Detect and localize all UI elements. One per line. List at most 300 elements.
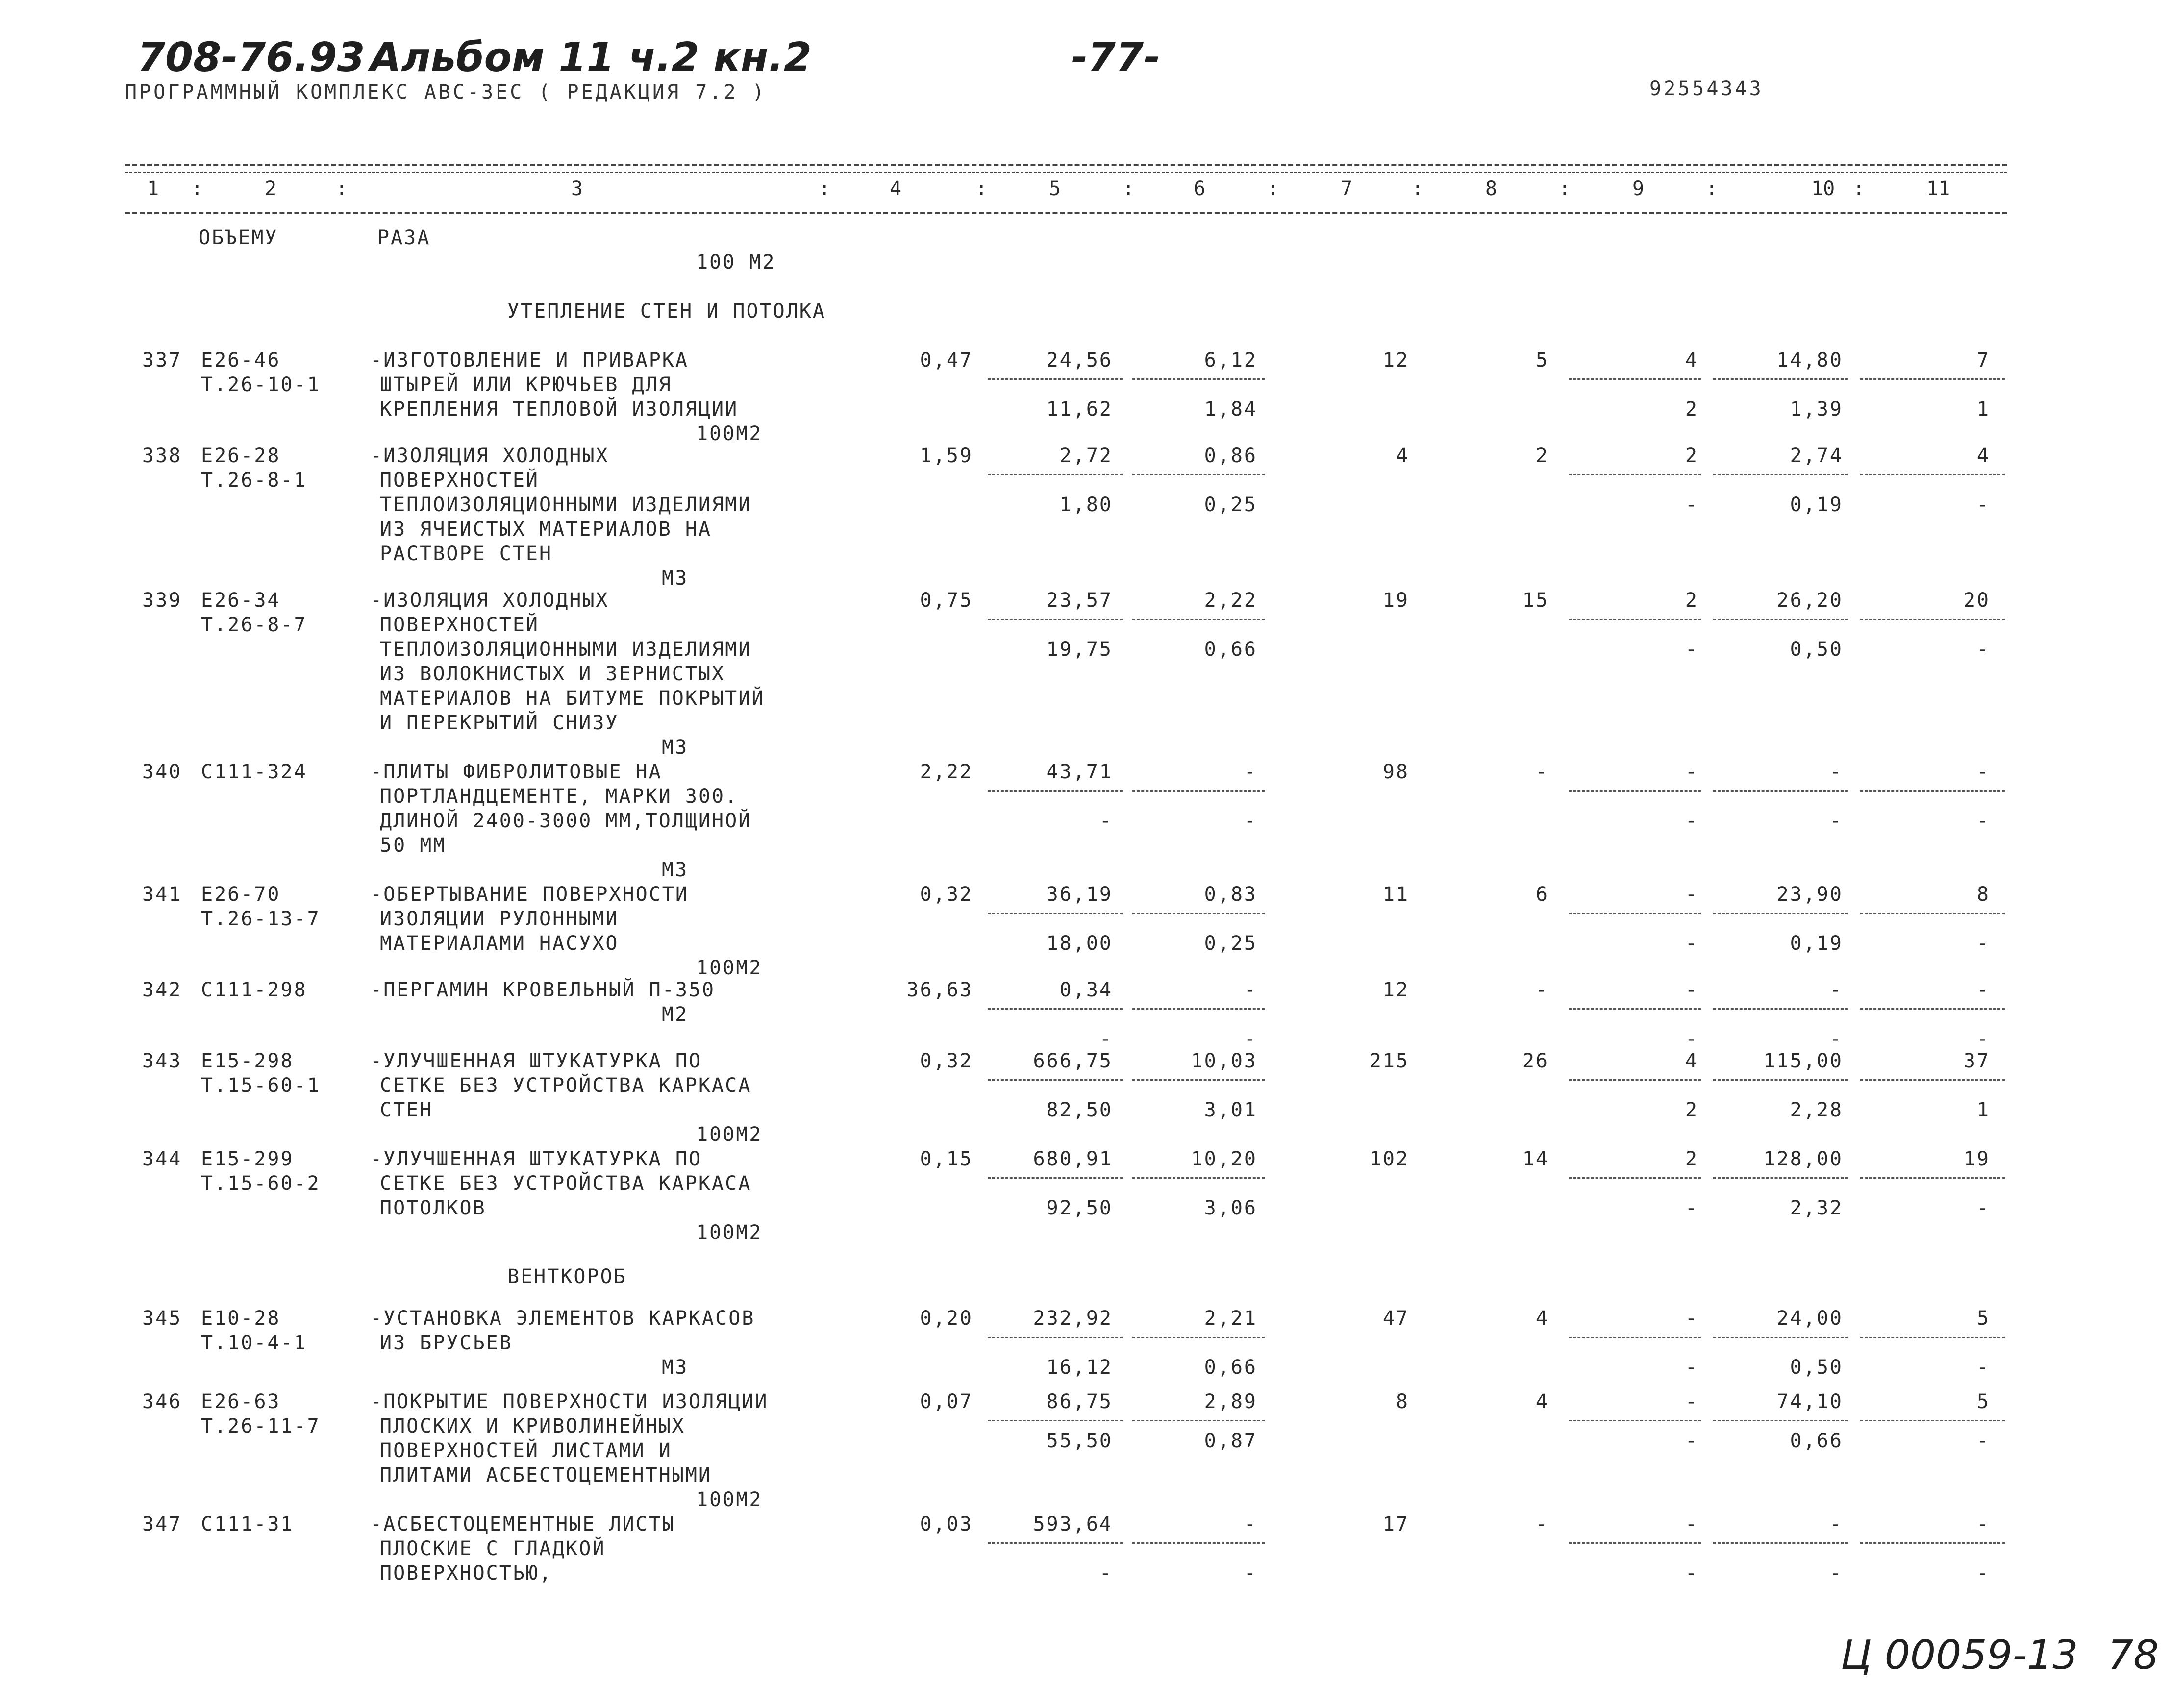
column-header-1: 1 [147,177,159,200]
work-description: ПОВЕРХНОСТЕЙ [380,469,539,492]
value-c10b: 0,50 [1790,1356,1843,1379]
value-c11: 20 [1963,589,1990,612]
work-description: СЕТКЕ БЕЗ УСТРОЙСТВА КАРКАСА [380,1172,752,1195]
column-header-8: 8 [1485,177,1497,200]
document-code: 92554343 [1649,77,1764,100]
rate-code: Е26-70 [201,883,281,906]
value-c9b: - [1685,1028,1698,1050]
fraction-line [1132,474,1265,475]
work-description: ПЛИТАМИ АСБЕСТОЦЕМЕНТНЫМИ [380,1464,712,1486]
value-c6: - [1244,1513,1257,1535]
rate-subcode: Т.26-13-7 [201,908,321,930]
value-c9: - [1685,1513,1698,1535]
value-c5b: 92,50 [1046,1197,1113,1219]
value-c4: 0,07 [920,1390,973,1413]
work-description: -ИЗОЛЯЦИЯ ХОЛОДНЫХ [370,445,609,467]
column-separator: : [191,177,203,200]
fraction-line [1132,1079,1265,1081]
section-title: ВЕНТКОРОБ [507,1265,627,1288]
column-separator: : [1267,177,1279,200]
value-c4: 0,75 [920,589,973,612]
page-number: -77- [1071,34,1161,81]
value-c10: - [1829,761,1843,783]
work-description: -ПЕРГАМИН КРОВЕЛЬНЫЙ П-350 [370,979,716,1001]
fraction-line [1860,378,2005,380]
value-c9: 2 [1685,445,1698,467]
value-c5: 36,19 [1046,883,1113,906]
value-c5b: 82,50 [1046,1099,1113,1121]
fraction-line [1713,1008,1848,1010]
fraction-line [988,1337,1123,1338]
carry-over-col2: ОБЪЕМУ [199,226,278,249]
rate-subcode: Т.26-8-1 [201,469,307,492]
column-separator: : [975,177,988,200]
fraction-line [1132,1542,1265,1544]
column-header-3: 3 [571,177,583,200]
work-description: ПОРТЛАНДЦЕМЕНТЕ, МАРКИ 300. [380,785,739,808]
fraction-line [1713,913,1848,914]
value-c9: 4 [1685,349,1698,371]
value-c5: 2,72 [1059,445,1113,467]
unit-of-measure: М3 [662,1356,689,1379]
value-c6: 2,21 [1204,1307,1257,1330]
fraction-line [988,1542,1123,1544]
value-c7: 12 [1382,349,1409,371]
fraction-line [1132,1420,1265,1421]
value-c10: 115,00 [1763,1050,1843,1072]
value-c11: 37 [1963,1050,1990,1072]
row-number: 338 [142,445,182,467]
fraction-line [988,790,1123,792]
work-description: СЕТКЕ БЕЗ УСТРОЙСТВА КАРКАСА [380,1074,752,1097]
value-c8: - [1535,979,1549,1001]
unit-of-measure: 100М2 [696,1221,763,1244]
value-c5: 593,64 [1033,1513,1113,1535]
value-c5b: 1,80 [1059,494,1113,516]
fraction-line [988,1420,1123,1421]
value-c10: 23,90 [1776,883,1843,906]
fraction-line [1713,1337,1848,1338]
value-c10: 128,00 [1763,1148,1843,1170]
album-label: Альбом 11 ч.2 кн.2 [370,34,812,81]
value-c6: 10,20 [1191,1148,1257,1170]
rate-code: С111-31 [201,1513,294,1535]
work-description: КРЕПЛЕНИЯ ТЕПЛОВОЙ ИЗОЛЯЦИИ [380,398,739,421]
work-description: -ОБЕРТЫВАНИЕ ПОВЕРХНОСТИ [370,883,689,906]
value-c6: - [1244,979,1257,1001]
unit-of-measure: М2 [662,1003,689,1026]
rate-subcode: Т.26-10-1 [201,373,321,396]
fraction-line [1860,1079,2005,1081]
value-c5: 43,71 [1046,761,1113,783]
value-c5: 232,92 [1033,1307,1113,1330]
value-c4: 36,63 [906,979,973,1001]
value-c11b: - [1976,494,1990,516]
value-c11: 5 [1976,1390,1990,1413]
fraction-line [1569,1542,1701,1544]
value-c8: 26 [1522,1050,1549,1072]
value-c9: - [1685,1307,1698,1330]
value-c11: 8 [1976,883,1990,906]
row-number: 346 [142,1390,182,1413]
value-c9b: - [1685,1430,1698,1452]
work-description: ПОВЕРХНОСТЬЮ, [380,1562,553,1584]
value-c6b: 0,66 [1204,638,1257,661]
value-c5: 23,57 [1046,589,1113,612]
value-c10: 2,74 [1790,445,1843,467]
carry-over-col3: РАЗА [377,226,431,249]
unit-of-measure: 100М2 [696,957,763,979]
header-rule-top-2 [125,172,2007,173]
value-c9b: - [1685,1197,1698,1219]
column-separator: : [1123,177,1135,200]
value-c4: 0,15 [920,1148,973,1170]
fraction-line [1132,1337,1265,1338]
value-c11b: - [1976,810,1990,832]
value-c6b: - [1244,810,1257,832]
value-c5: 680,91 [1033,1148,1113,1170]
value-c11b: - [1976,1430,1990,1452]
row-number: 347 [142,1513,182,1535]
value-c6: 6,12 [1204,349,1257,371]
value-c6b: 3,06 [1204,1197,1257,1219]
rate-subcode: Т.15-60-2 [201,1172,321,1195]
fraction-line [1860,790,2005,792]
work-description: ПОВЕРХНОСТЕЙ ЛИСТАМИ И [380,1439,672,1462]
fraction-line [988,1008,1123,1010]
value-c8: 15 [1522,589,1549,612]
fraction-line [1132,913,1265,914]
fraction-line [1569,1337,1701,1338]
value-c10: - [1829,979,1843,1001]
fraction-line [1713,1542,1848,1544]
value-c10b: - [1829,1028,1843,1050]
value-c4: 0,32 [920,883,973,906]
value-c6b: - [1244,1028,1257,1050]
stamp: Ц 00059-13 [1841,1632,2078,1679]
value-c11b: - [1976,638,1990,661]
value-c9b: - [1685,1356,1698,1379]
fraction-line [1569,1008,1701,1010]
fraction-line [1569,913,1701,914]
fraction-line [1569,1420,1701,1421]
value-c6b: 0,66 [1204,1356,1257,1379]
fraction-line [1132,1177,1265,1179]
value-c10b: 2,28 [1790,1099,1843,1121]
work-description: ПОВЕРХНОСТЕЙ [380,614,539,636]
value-c6b: 3,01 [1204,1099,1257,1121]
work-description: ТЕПЛОИЗОЛЯЦИОННЫМИ ИЗДЕЛИЯМИ [380,638,752,661]
value-c11: 4 [1976,445,1990,467]
value-c6: 2,22 [1204,589,1257,612]
value-c11b: - [1976,1028,1990,1050]
value-c10: - [1829,1513,1843,1535]
work-description: -ПОКРЫТИЕ ПОВЕРХНОСТИ ИЗОЛЯЦИИ [370,1390,769,1413]
value-c9b: - [1685,810,1698,832]
column-separator: : [336,177,348,200]
value-c5: 666,75 [1033,1050,1113,1072]
value-c10: 14,80 [1776,349,1843,371]
value-c8: 14 [1522,1148,1549,1170]
work-description: СТЕН [380,1099,433,1121]
value-c5b: 11,62 [1046,398,1113,421]
row-number: 343 [142,1050,182,1072]
value-c5b: 19,75 [1046,638,1113,661]
value-c7: 12 [1382,979,1409,1001]
value-c6: 2,89 [1204,1390,1257,1413]
work-description: ИЗОЛЯЦИИ РУЛОННЫМИ [380,908,619,930]
value-c6: 10,03 [1191,1050,1257,1072]
value-c5b: - [1099,1562,1113,1584]
value-c6b: - [1244,1562,1257,1584]
work-description: ПЛОСКИЕ С ГЛАДКОЙ [380,1537,606,1560]
work-description: ИЗ ЯЧЕИСТЫХ МАТЕРИАЛОВ НА [380,518,712,541]
value-c11b: 1 [1976,1099,1990,1121]
rate-code: Е26-34 [201,589,281,612]
fraction-line [1132,619,1265,620]
column-header-9: 9 [1632,177,1645,200]
unit-of-measure: 100М2 [696,1488,763,1511]
value-c5b: 16,12 [1046,1356,1113,1379]
rate-code: Е26-28 [201,445,281,467]
value-c5b: 55,50 [1046,1430,1113,1452]
work-description: ПОТОЛКОВ [380,1197,486,1219]
value-c9: 2 [1685,1148,1698,1170]
value-c11: - [1976,761,1990,783]
value-c5: 24,56 [1046,349,1113,371]
fraction-line [1569,378,1701,380]
value-c6: - [1244,761,1257,783]
value-c10: 24,00 [1776,1307,1843,1330]
column-header-7: 7 [1341,177,1353,200]
unit-of-measure: М3 [662,736,689,759]
value-c8: 4 [1535,1390,1549,1413]
column-header-4: 4 [890,177,902,200]
album-code: 708-76.93 [137,34,365,81]
value-c11b: - [1976,1562,1990,1584]
fraction-line [1132,378,1265,380]
value-c5b: 18,00 [1046,932,1113,955]
fraction-line [1713,1079,1848,1081]
rate-code: С111-298 [201,979,307,1001]
column-separator: : [1412,177,1424,200]
value-c8: 4 [1535,1307,1549,1330]
value-c9: - [1685,1390,1698,1413]
fraction-line [1713,1420,1848,1421]
value-c4: 0,03 [920,1513,973,1535]
rate-code: Е10-28 [201,1307,281,1330]
program-line: ПРОГРАММНЫЙ КОМПЛЕКС АВС-ЗЕС ( РЕДАКЦИЯ 7.2 ) [125,81,767,103]
fraction-line [1713,378,1848,380]
value-c9b: 2 [1685,398,1698,421]
value-c11b: - [1976,932,1990,955]
rate-code: С111-324 [201,761,307,783]
value-c5: 86,75 [1046,1390,1113,1413]
value-c10b: 0,66 [1790,1430,1843,1452]
fraction-line [1569,474,1701,475]
column-header-6: 6 [1194,177,1206,200]
value-c8: 2 [1535,445,1549,467]
value-c7: 98 [1382,761,1409,783]
value-c9: - [1685,761,1698,783]
value-c11b: 1 [1976,398,1990,421]
row-number: 345 [142,1307,182,1330]
value-c11b: - [1976,1197,1990,1219]
rate-subcode: Т.15-60-1 [201,1074,321,1097]
value-c10b: 1,39 [1790,398,1843,421]
value-c9: - [1685,979,1698,1001]
value-c5: 0,34 [1059,979,1113,1001]
header-rule-top [125,164,2007,166]
column-header-11: 11 [1926,177,1950,200]
row-number: 337 [142,349,182,371]
value-c7: 11 [1382,883,1409,906]
value-c4: 1,59 [920,445,973,467]
value-c10b: - [1829,810,1843,832]
value-c10b: 0,19 [1790,494,1843,516]
value-c9b: - [1685,1562,1698,1584]
column-separator: : [819,177,831,200]
fraction-line [988,378,1123,380]
header-rule-bottom [125,212,2007,214]
work-description: -УСТАНОВКА ЭЛЕМЕНТОВ КАРКАСОВ [370,1307,755,1330]
work-description: -ПЛИТЫ ФИБРОЛИТОВЫЕ НА [370,761,662,783]
work-description: -УЛУЧШЕННАЯ ШТУКАТУРКА ПО [370,1050,702,1072]
fraction-line [1860,1420,2005,1421]
rate-code: Е26-63 [201,1390,281,1413]
rate-subcode: Т.10-4-1 [201,1332,307,1354]
fraction-line [1860,1008,2005,1010]
value-c6: 0,86 [1204,445,1257,467]
value-c7: 102 [1369,1148,1409,1170]
unit-of-measure: М3 [662,859,689,881]
fraction-line [1569,790,1701,792]
value-c7: 215 [1369,1050,1409,1072]
value-c7: 8 [1396,1390,1409,1413]
work-description: ТЕПЛОИЗОЛЯЦИОННЫМИ ИЗДЕЛИЯМИ [380,494,752,516]
value-c9b: 2 [1685,1099,1698,1121]
unit-of-measure: 100М2 [696,422,763,445]
value-c10b: 2,32 [1790,1197,1843,1219]
unit-of-measure: М3 [662,567,689,590]
work-description: РАСТВОРЕ СТЕН [380,543,553,565]
work-description: -АСБЕСТОЦЕМЕНТНЫЕ ЛИСТЫ [370,1513,675,1535]
row-number: 339 [142,589,182,612]
value-c8: 5 [1535,349,1549,371]
work-description: -УЛУЧШЕННАЯ ШТУКАТУРКА ПО [370,1148,702,1170]
rate-subcode: Т.26-8-7 [201,614,307,636]
fraction-line [988,913,1123,914]
value-c9b: - [1685,932,1698,955]
work-description: ИЗ ВОЛОКНИСТЫХ И ЗЕРНИСТЫХ [380,663,725,685]
fraction-line [1713,790,1848,792]
fraction-line [1132,1008,1265,1010]
value-c6b: 0,25 [1204,494,1257,516]
value-c10b: - [1829,1562,1843,1584]
value-c8: - [1535,1513,1549,1535]
fraction-line [988,619,1123,620]
fraction-line [988,474,1123,475]
value-c4: 2,22 [920,761,973,783]
work-description: 50 ММ [380,834,447,857]
row-number: 340 [142,761,182,783]
value-c9b: - [1685,638,1698,661]
value-c6b: 0,25 [1204,932,1257,955]
row-number: 344 [142,1148,182,1170]
column-header-10: 10 [1811,177,1835,200]
sheet-number: 78 [2108,1632,2159,1679]
value-c4: 0,20 [920,1307,973,1330]
fraction-line [1860,619,2005,620]
row-number: 341 [142,883,182,906]
carry-over-unit: 100 М2 [696,251,776,273]
value-c11: - [1976,979,1990,1001]
column-separator: : [1706,177,1718,200]
value-c10: 74,10 [1776,1390,1843,1413]
fraction-line [1569,1177,1701,1179]
value-c9b: - [1685,494,1698,516]
value-c7: 19 [1382,589,1409,612]
work-description: -ИЗОЛЯЦИЯ ХОЛОДНЫХ [370,589,609,612]
work-description: ПЛОСКИХ И КРИВОЛИНЕЙНЫХ [380,1415,685,1437]
fraction-line [1860,1337,2005,1338]
fraction-line [1713,1177,1848,1179]
value-c11b: - [1976,1356,1990,1379]
work-description: МАТЕРИАЛОВ НА БИТУМЕ ПОКРЫТИЙ [380,687,765,710]
work-description: МАТЕРИАЛАМИ НАСУХО [380,932,619,955]
value-c6b: 1,84 [1204,398,1257,421]
fraction-line [1713,619,1848,620]
value-c10b: 0,19 [1790,932,1843,955]
value-c7: 47 [1382,1307,1409,1330]
value-c10: 26,20 [1776,589,1843,612]
rate-subcode: Т.26-11-7 [201,1415,321,1437]
work-description: ИЗ БРУСЬЕВ [380,1332,513,1354]
value-c7: 17 [1382,1513,1409,1535]
fraction-line [1860,474,2005,475]
row-number: 342 [142,979,182,1001]
value-c11: - [1976,1513,1990,1535]
column-separator: : [1559,177,1571,200]
value-c5b: - [1099,1028,1113,1050]
fraction-line [1569,619,1701,620]
work-description: ШТЫРЕЙ ИЛИ КРЮЧЬЕВ ДЛЯ [380,373,672,396]
fraction-line [988,1177,1123,1179]
rate-code: Е26-46 [201,349,281,371]
value-c8: - [1535,761,1549,783]
work-description: ДЛИНОЙ 2400-3000 ММ,ТОЛЩИНОЙ [380,810,752,832]
fraction-line [1860,913,2005,914]
value-c11: 5 [1976,1307,1990,1330]
unit-of-measure: 100М2 [696,1123,763,1146]
work-description: И ПЕРЕКРЫТИЙ СНИЗУ [380,712,619,734]
value-c7: 4 [1396,445,1409,467]
value-c6: 0,83 [1204,883,1257,906]
value-c4: 0,47 [920,349,973,371]
rate-code: Е15-299 [201,1148,294,1170]
value-c9: 2 [1685,589,1698,612]
value-c6b: 0,87 [1204,1430,1257,1452]
fraction-line [1860,1177,2005,1179]
value-c11: 7 [1976,349,1990,371]
value-c9: 4 [1685,1050,1698,1072]
value-c5b: - [1099,810,1113,832]
rate-code: Е15-298 [201,1050,294,1072]
section-title: УТЕПЛЕНИЕ СТЕН И ПОТОЛКА [507,300,826,322]
value-c4: 0,32 [920,1050,973,1072]
value-c9: - [1685,883,1698,906]
fraction-line [1569,1079,1701,1081]
